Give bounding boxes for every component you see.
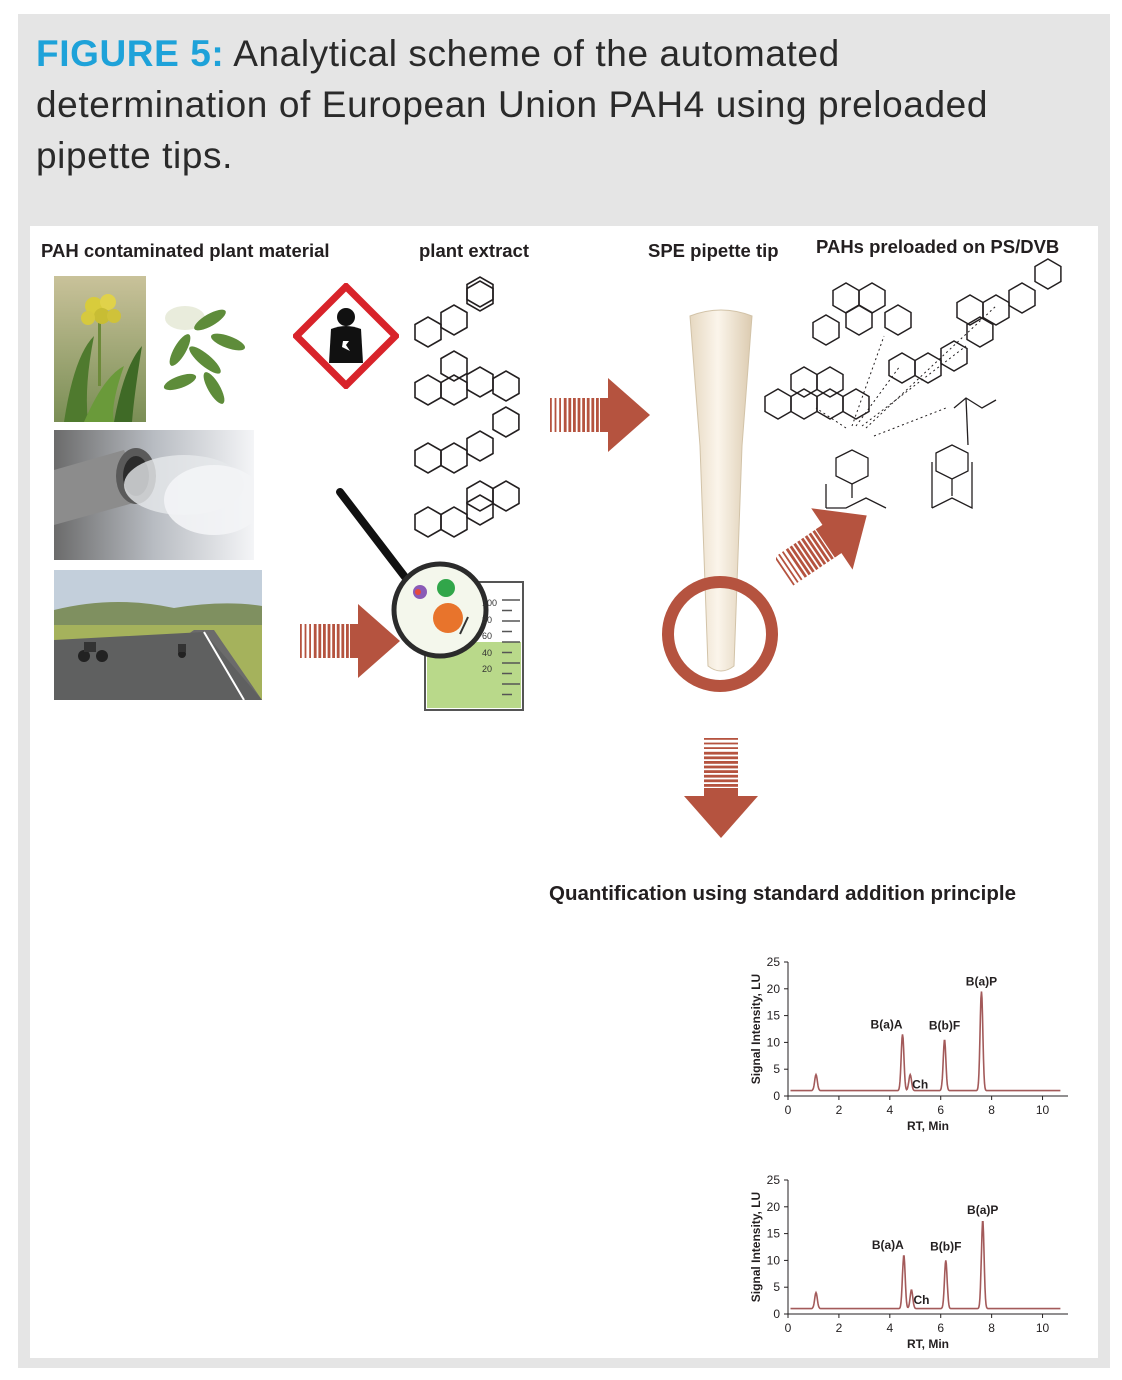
figure-label: FIGURE 5: [36, 33, 225, 74]
y-tick-label: 0 [773, 1089, 780, 1103]
peak-label: Ch [912, 1077, 929, 1092]
peak-label: B(a)P [967, 1203, 999, 1218]
pahs-on-polymer-structure [756, 258, 1076, 518]
peak-label: B(a)A [871, 1238, 904, 1253]
peak-label: Ch [913, 1292, 930, 1307]
x-tick-label: 8 [988, 1103, 995, 1117]
caption-text: Analytical scheme of the automated determination of European Union PAH4 using preloaded pipette tips. [36, 33, 989, 176]
x-axis-label: RT, Min [907, 1337, 949, 1351]
beaker-magnifier-illustration [330, 482, 530, 714]
y-tick-label: 15 [766, 1008, 780, 1023]
x-tick-label: 8 [988, 1321, 995, 1335]
y-tick-label: 25 [766, 1173, 780, 1187]
figure-caption [36, 28, 1076, 181]
label-quantification: Quantification using standard addition principle [549, 882, 1016, 905]
beaker-tick-label: 20 [482, 664, 493, 674]
label-plant-material: PAH contaminated plant material [41, 240, 330, 261]
peak-label: B(b)F [928, 1018, 961, 1033]
label-spe-tip: SPE pipette tip [648, 240, 779, 261]
x-tick-label: 2 [835, 1321, 843, 1335]
peak-label: B(b)F [930, 1239, 962, 1254]
health-hazard-icon [293, 283, 399, 389]
y-tick-label: 10 [766, 1035, 780, 1050]
chromatogram-1 [740, 950, 1080, 1140]
x-tick-label: 10 [1035, 1321, 1050, 1335]
label-pahs-preloaded: PAHs preloaded on PS/DVB [816, 236, 1060, 257]
elder-leaves-photo [150, 290, 250, 408]
x-axis-label: RT, Min [907, 1119, 949, 1133]
y-tick-label: 10 [766, 1253, 780, 1268]
x-tick-label: 4 [886, 1321, 894, 1335]
peak-label: B(a)A [870, 1017, 903, 1032]
y-tick-label: 0 [773, 1307, 780, 1321]
y-axis-label: Signal Intensity, LU [749, 1191, 763, 1303]
x-tick-label: 4 [886, 1103, 894, 1117]
x-tick-label: 6 [937, 1321, 945, 1335]
beaker-tick-label: 40 [482, 647, 493, 658]
y-tick-label: 20 [766, 1199, 780, 1214]
label-plant-extract: plant extract [419, 240, 530, 261]
beaker-tick-label: 60 [482, 631, 493, 641]
road-photo [54, 570, 262, 700]
y-tick-label: 5 [773, 1280, 780, 1295]
x-tick-label: 10 [1035, 1103, 1050, 1117]
x-tick-label: 0 [784, 1321, 792, 1335]
chromatogram-2 [740, 1168, 1080, 1358]
arrow-to-extract [292, 604, 402, 678]
y-tick-label: 15 [766, 1226, 780, 1241]
y-tick-label: 25 [766, 955, 780, 969]
arrow-to-pahs [776, 505, 888, 605]
x-tick-label: 0 [784, 1103, 792, 1117]
chromatogram-trace [791, 992, 1061, 1091]
x-tick-label: 2 [835, 1103, 843, 1117]
y-axis-label: Signal Intensity, LU [749, 973, 763, 1085]
y-tick-label: 5 [773, 1062, 780, 1077]
peak-label: B(a)P [965, 974, 998, 989]
flower-photo [54, 276, 146, 422]
beaker-tick-label: 100 [482, 598, 498, 608]
exhaust-photo [54, 430, 254, 560]
y-tick-label: 20 [766, 981, 780, 996]
x-tick-label: 6 [937, 1103, 945, 1117]
beaker-tick-label: 80 [482, 614, 493, 625]
beaker-scale [482, 595, 497, 678]
arrow-down [682, 730, 758, 842]
arrow-to-tip [542, 378, 654, 454]
